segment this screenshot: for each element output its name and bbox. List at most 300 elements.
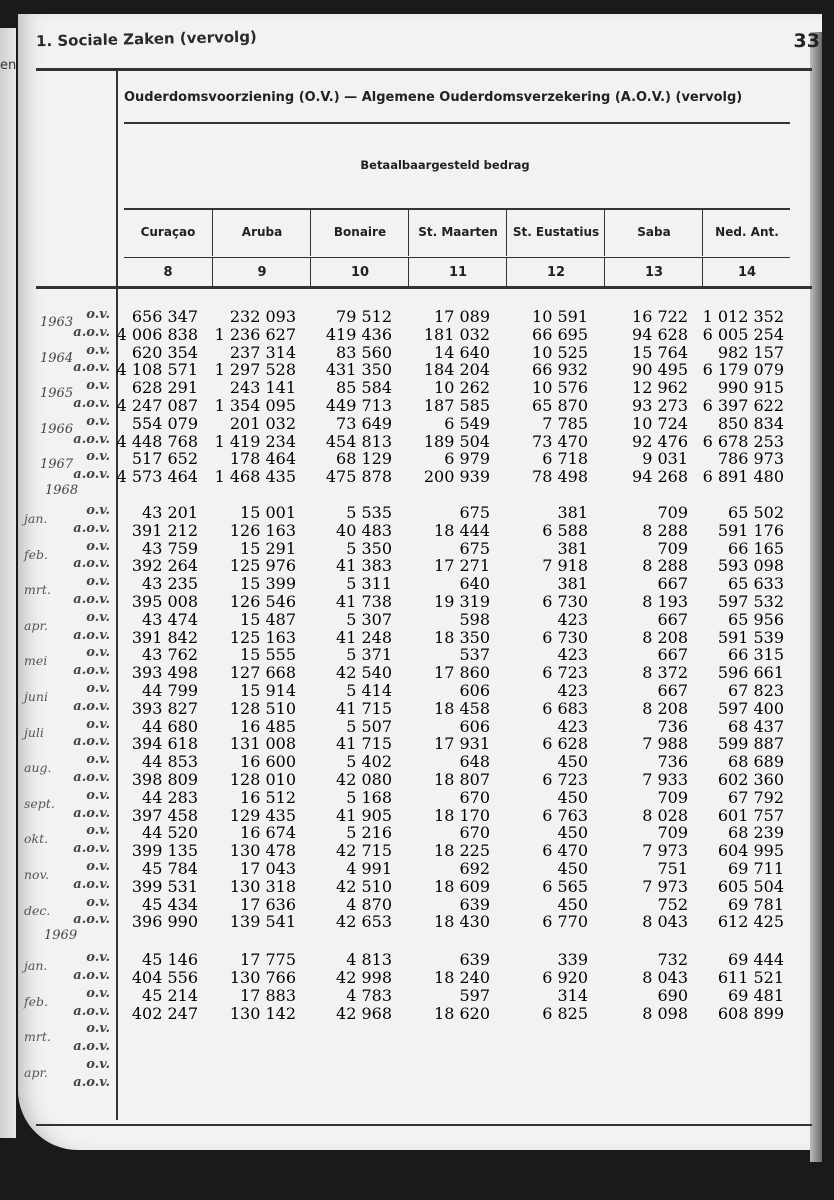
table-cell: 94 628 [632,324,688,344]
table-cell: 381 [557,503,588,522]
table-cell: 5 311 [346,574,392,594]
table-cell: 6 730 [542,592,588,611]
table-cell: 65 956 [728,609,784,629]
table-cell: 381 [557,574,588,594]
table-cell: 45 146 [142,950,198,970]
row-period-label: apr. [24,617,49,633]
table-cell: 606 [459,716,490,736]
table-cell: 69 444 [728,950,784,970]
table-cell: 73 470 [532,431,588,451]
table-cell: 709 [657,538,688,558]
row-kind-label: o.v. [86,681,110,696]
table-cell: 18 430 [434,912,490,932]
table-cell: 42 653 [336,912,392,932]
table-cell: 4 991 [346,859,392,878]
table-cell: 423 [557,681,588,700]
row-period-label: 1965 [40,386,74,402]
table-cell: 736 [657,716,688,736]
row-kind-label: a.o.v. [73,1074,110,1090]
table-cell: 675 [459,538,490,558]
header-rule [124,257,790,258]
row-kind-label: o.v. [86,449,110,465]
table-cell: 1 236 627 [214,324,296,344]
table-cell: 393 498 [131,663,198,683]
table-cell: 130 318 [229,876,296,896]
row-kind-label: o.v. [86,538,110,554]
table-cell: 639 [459,894,490,914]
row-kind-label: o.v. [86,985,110,1001]
table-cell: 83 560 [336,342,392,362]
table-cell: 201 032 [229,413,296,433]
table-cell: 709 [657,823,688,843]
table-cell: 396 990 [131,912,198,932]
table-cell: 597 [459,985,490,1005]
row-kind-label: o.v. [86,413,110,429]
table-cell: 42 968 [336,1003,392,1023]
table-cell: 6 683 [542,698,588,718]
row-kind-label: o.v. [86,1021,110,1037]
table-cell: 1 419 234 [214,431,296,451]
column-number: 10 [310,258,409,286]
table-cell: 423 [557,716,588,736]
table-cell: 79 512 [336,307,392,326]
row-period-label: dec. [24,902,51,918]
row-kind-label: o.v. [86,1057,110,1072]
table-cell: 8 208 [642,698,688,718]
row-kind-label: a.o.v. [73,968,110,983]
table-cell: 8 288 [642,520,688,540]
table-cell: 605 504 [717,876,784,896]
section-title: 1. Sociale Zaken (vervolg) [35,27,257,51]
row-period-label: 1967 [40,457,74,473]
table-cell: 537 [459,645,490,665]
row-kind-label: a.o.v. [73,912,110,928]
table-cell: 18 609 [434,876,490,896]
table-cell: 692 [459,859,490,878]
row-kind-label: a.o.v. [73,627,110,643]
table-cell: 6 397 622 [702,396,784,415]
row-kind-label: a.o.v. [73,396,110,411]
table-cell: 41 715 [336,698,392,718]
table-cell: 9 031 [642,449,688,469]
table-cell: 189 504 [423,431,490,451]
table-cell: 6 920 [542,968,588,987]
table-cell: 982 157 [717,342,784,362]
table-cell: 8 098 [642,1003,688,1023]
table-cell: 6 723 [542,663,588,683]
table-cell: 126 163 [229,520,296,540]
table-cell: 8 043 [642,912,688,932]
table-cell: 8 043 [642,968,688,987]
table-cell: 667 [657,681,688,700]
table-cell: 237 314 [229,342,296,362]
table-cell: 19 319 [434,592,490,611]
table-cell: 751 [657,859,688,878]
table-cell: 599 887 [717,734,784,754]
table-cell: 16 722 [632,307,688,326]
table-cell: 419 436 [325,324,392,344]
row-kind-label: o.v. [86,752,110,768]
table-cell: 126 546 [229,592,296,611]
table-cell: 397 458 [131,805,198,825]
table-cell: 591 539 [717,627,784,647]
table-cell: 667 [657,574,688,594]
table-cell: 596 661 [717,663,784,683]
table-cell: 68 239 [728,823,784,843]
table-cell: 454 813 [325,431,392,451]
row-kind-label: a.o.v. [73,841,110,857]
table-cell: 6 549 [444,413,490,433]
table-cell: 399 135 [131,841,198,861]
header-bottom-rule [36,286,812,289]
table-cell: 17 883 [240,985,296,1005]
table-cell: 15 291 [240,538,296,558]
table-cell: 732 [657,950,688,970]
table-cell: 130 766 [229,968,296,987]
column-header: Saba [604,210,703,256]
table-cell: 850 834 [717,413,784,433]
row-period-label: nov. [24,867,50,882]
table-cell: 44 853 [142,752,198,772]
table-cell: 10 591 [532,307,588,326]
table-cell: 17 271 [434,556,490,576]
table-cell: 45 784 [142,859,198,878]
row-period-label: sept. [24,795,55,811]
table-cell: 670 [459,823,490,843]
table-cell: 41 383 [336,556,392,576]
table-cell: 16 600 [240,752,296,772]
table-cell: 4 573 464 [116,467,198,487]
row-kind-label: a.o.v. [73,467,110,483]
row-kind-label: o.v. [86,307,110,322]
table-cell: 17 043 [240,859,296,878]
table-cell: 127 668 [229,663,296,683]
table-cell: 4 006 838 [116,324,198,344]
table-cell: 41 248 [336,627,392,647]
table-cell: 12 962 [632,378,688,398]
table-cell: 6 588 [542,520,588,540]
table-cell: 393 827 [131,698,198,718]
column-header: Aruba [212,210,311,256]
page-edge [810,32,822,1162]
table-cell: 450 [557,752,588,772]
table-cell: 670 [459,787,490,807]
row-period-label: mrt. [24,1029,51,1045]
table-cell: 42 510 [336,876,392,896]
adjacent-page-edge [0,28,16,1138]
table-cell: 66 695 [532,324,588,344]
table-cell: 66 932 [532,360,588,380]
row-kind-label: a.o.v. [73,592,110,607]
row-period-label: aug. [24,760,52,776]
table-cell: 339 [557,950,588,970]
table-cell: 128 010 [229,770,296,789]
table-cell: 178 464 [229,449,296,469]
table-cell: 45 214 [142,985,198,1005]
table-cell: 667 [657,645,688,665]
table-cell: 4 448 768 [116,431,198,451]
table-cell: 7 973 [642,841,688,861]
column-number: 14 [702,258,791,286]
row-period-label: okt. [24,831,49,847]
table-cell: 18 620 [434,1003,490,1023]
table-cell: 394 618 [131,734,198,754]
table-cell: 554 079 [131,413,198,433]
row-period-label: juni [24,689,48,704]
table-cell: 602 360 [717,770,784,789]
table-cell: 648 [459,752,490,772]
table-cell: 68 129 [336,449,392,469]
table-cell: 10 576 [532,378,588,398]
row-kind-label: a.o.v. [73,734,110,750]
table-cell: 752 [657,894,688,914]
table-cell: 8 372 [642,663,688,683]
table-cell: 18 240 [434,968,490,987]
table-cell: 17 089 [434,307,490,326]
table-cell: 591 176 [717,520,784,540]
table-cell: 7 785 [542,413,588,433]
table-cell: 597 532 [717,592,784,611]
table-cell: 392 264 [131,556,198,576]
table-cell: 43 762 [142,645,198,665]
table-cell: 129 435 [229,805,296,825]
year-label-1968: 1968 [45,483,79,498]
table-cell: 450 [557,823,588,843]
table-cell: 606 [459,681,490,700]
table-cell: 399 531 [131,876,198,896]
table-cell: 66 315 [728,645,784,665]
row-kind-label: o.v. [86,342,110,358]
table-cell: 6 891 480 [702,467,784,487]
table-cell: 402 247 [131,1003,198,1023]
table-cell: 8 288 [642,556,688,576]
table-cell: 381 [557,538,588,558]
table-cell: 6 723 [542,770,588,789]
table-cell: 18 444 [434,520,490,540]
table-cell: 475 878 [325,467,392,487]
table-cell: 4 813 [346,950,392,970]
table-cell: 17 860 [434,663,490,683]
table-cell: 5 216 [346,823,392,843]
table-cell: 18 458 [434,698,490,718]
table-cell: 43 235 [142,574,198,594]
table-cell: 130 478 [229,841,296,861]
table-cell: 131 008 [229,734,296,754]
table-cell: 16 485 [240,716,296,736]
row-period-label: jan. [24,511,48,526]
table-cell: 6 763 [542,805,588,825]
row-period-label: 1966 [40,421,74,437]
table-cell: 6 565 [542,876,588,896]
table-cell: 18 170 [434,805,490,825]
row-kind-label: o.v. [86,787,110,803]
table-cell: 8 208 [642,627,688,647]
row-kind-label: o.v. [86,378,110,394]
table-cell: 639 [459,950,490,970]
column-header: Bonaire [310,210,409,256]
table-cell: 450 [557,859,588,878]
table-cell: 10 525 [532,342,588,362]
table-cell: 423 [557,609,588,629]
column-header: Curaçao [140,225,196,240]
row-kind-label: a.o.v. [73,876,110,892]
table-cell: 656 347 [131,307,198,326]
table-cell: 94 268 [632,467,688,487]
table-cell: 18 807 [434,770,490,789]
table-cell: 40 483 [336,520,392,540]
title-rule [124,122,790,124]
row-period-label: apr. [24,1065,49,1080]
table-cell: 90 495 [632,360,688,380]
table-cell: 73 649 [336,413,392,433]
table-cell: 314 [557,985,588,1005]
row-kind-label: a.o.v. [73,431,110,447]
table-cell: 423 [557,645,588,665]
table-cell: 5 402 [346,752,392,772]
table-cell: 41 738 [336,592,392,611]
table-cell: 667 [657,609,688,629]
table-cell: 4 870 [346,894,392,914]
table-cell: 7 973 [642,876,688,896]
table-cell: 601 757 [717,805,784,825]
table-cell: 736 [657,752,688,772]
table-cell: 65 633 [728,574,784,594]
table-cell: 597 400 [717,698,784,718]
table-cell: 604 995 [717,841,784,861]
table-cell: 43 474 [142,609,198,629]
top-rule [36,68,812,71]
row-kind-label: a.o.v. [73,770,110,785]
table-cell: 690 [657,985,688,1005]
table-cell: 85 584 [336,378,392,398]
table-cell: 15 914 [240,681,296,700]
table-cell: 200 939 [423,467,490,487]
row-kind-label: a.o.v. [73,805,110,821]
table-cell: 92 476 [632,431,688,451]
table-cell: 5 414 [346,681,392,700]
table-cell: 44 283 [142,787,198,807]
table-cell: 1 012 352 [702,307,784,326]
row-kind-label: o.v. [86,574,110,590]
table-cell: 130 142 [229,1003,296,1023]
table-cell: 6 825 [542,1003,588,1023]
table-cell: 44 799 [142,681,198,700]
table-cell: 395 008 [131,592,198,611]
table-cell: 42 540 [336,663,392,683]
row-kind-label: a.o.v. [73,1003,110,1019]
column-number: 11 [408,258,507,286]
table-cell: 5 507 [346,716,392,736]
table-cell: 15 001 [240,503,296,522]
column-header: Ned. Ant. [702,210,791,256]
table-cell: 786 973 [717,449,784,469]
table-cell: 391 842 [131,627,198,647]
table-cell: 611 521 [717,968,784,987]
table-cell: 17 636 [240,894,296,914]
table-cell: 125 976 [229,556,296,576]
table-cell: 675 [459,503,490,522]
table-title: Ouderdomsvoorziening (O.V.) — Algemene Ouderdomsverzekering (A.O.V.) (vervolg) [124,90,743,105]
table-cell: 7 933 [642,770,688,789]
table-cell: 15 487 [240,609,296,629]
table-cell: 67 792 [728,787,784,807]
row-period-label: feb. [24,993,48,1009]
table-cell: 10 262 [434,378,490,398]
row-period-label: feb. [24,546,48,562]
table-cell: 16 674 [240,823,296,843]
table-cell: 6 005 254 [702,324,784,344]
table-cell: 709 [657,787,688,807]
table-cell: 5 371 [346,645,392,665]
table-cell: 4 108 571 [116,360,198,380]
table-cell: 15 555 [240,645,296,665]
column-number: 9 [212,258,311,286]
table-cell: 15 399 [240,574,296,594]
table-cell: 612 425 [717,912,784,932]
row-kind-label: o.v. [86,645,110,661]
row-period-label: mei [24,653,48,669]
table-cell: 398 809 [131,770,198,789]
table-cell: 16 512 [240,787,296,807]
page-number: 33 [793,30,820,52]
table-cell: 4 247 087 [116,396,198,415]
column-number: 13 [604,258,703,286]
table-cell: 18 225 [434,841,490,861]
table-cell: 44 520 [142,823,198,843]
table-cell: 7 918 [542,556,588,576]
table-cell: 6 979 [444,449,490,469]
table-cell: 709 [657,503,688,522]
table-cell: 431 350 [325,360,392,380]
column-header: St. Maarten [408,210,507,256]
table-cell: 5 168 [346,787,392,807]
table-cell: 450 [557,787,588,807]
table-cell: 450 [557,894,588,914]
table-cell: 67 823 [728,681,784,700]
table-cell: 1 297 528 [214,360,296,380]
column-number: 12 [506,258,605,286]
column-header: St. Eustatius [506,210,605,256]
row-kind-label: a.o.v. [73,698,110,714]
table-cell: 42 715 [336,841,392,861]
table-cell: 45 434 [142,894,198,914]
table-cell: 1 354 095 [214,396,296,415]
table-cell: 66 165 [728,538,784,558]
table-cell: 620 354 [131,342,198,362]
table-cell: 4 783 [346,985,392,1005]
row-kind-label: o.v. [86,859,110,874]
table-cell: 6 470 [542,841,588,861]
table-cell: 65 870 [532,396,588,415]
table-cell: 128 510 [229,698,296,718]
table-cell: 17 931 [434,734,490,754]
table-cell: 69 781 [728,894,784,914]
table-cell: 449 713 [325,396,392,415]
row-kind-label: o.v. [86,503,110,518]
table-cell: 10 724 [632,413,688,433]
bottom-rule [36,1124,812,1126]
table-cell: 7 988 [642,734,688,754]
row-kind-label: a.o.v. [73,360,110,376]
table-cell: 43 759 [142,538,198,558]
table-cell: 5 307 [346,609,392,629]
table-cell: 68 689 [728,752,784,772]
table-cell: 69 711 [728,859,784,878]
row-kind-label: o.v. [86,716,110,732]
table-cell: 15 764 [632,342,688,362]
table-cell: 42 080 [336,770,392,789]
table-cell: 125 163 [229,627,296,647]
